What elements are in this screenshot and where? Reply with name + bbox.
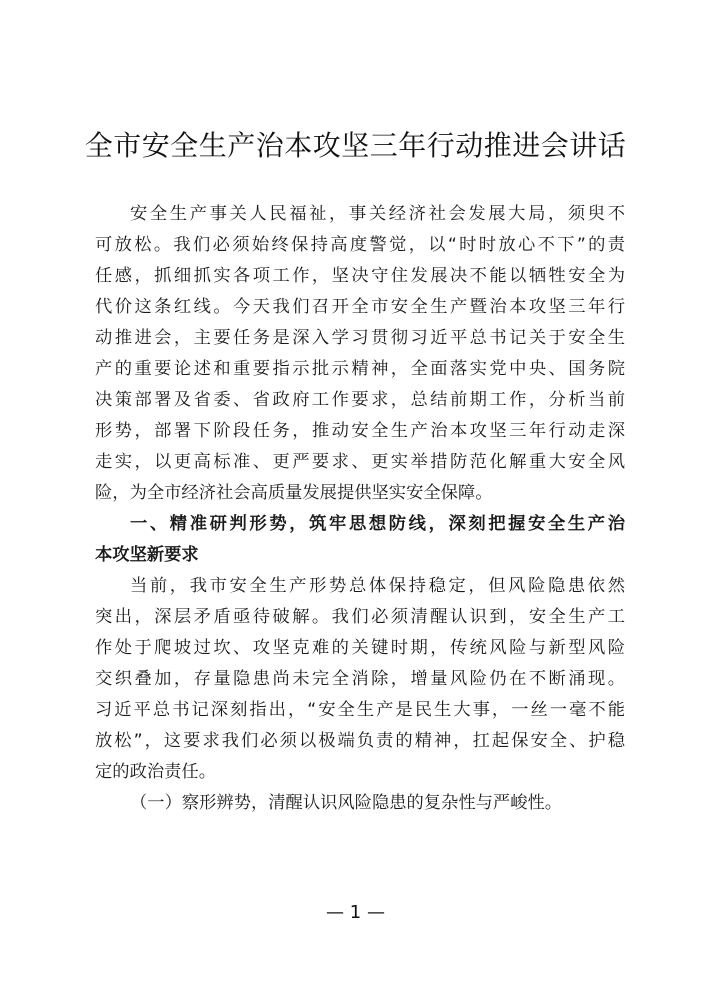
- section-heading-line-1: 一、精准研判形势，筑牢思想防线，深刻把握安全生产治: [130, 514, 625, 534]
- paragraph-2-line-3: 作处于爬坡过坎、攻坚克难的关键时期，传统风险与新型风险: [95, 638, 625, 658]
- document-title: 全市安全生产治本攻坚三年行动推进会讲话: [84, 129, 627, 162]
- paragraph-2-line-2: 突出，深层矛盾亟待破解。我们必须清醒认识到，安全生产工: [95, 607, 625, 627]
- paragraph-1-line-8: 形势，部署下阶段任务，推动安全生产治本攻坚三年行动走深: [95, 421, 625, 441]
- paragraph-2-line-7: 定的政治责任。: [95, 762, 216, 782]
- section-heading-line-2: 本攻坚新要求: [95, 545, 199, 565]
- subheading-line: （一）察形辨势，清醒认识风险隐患的复杂性与严峻性。: [130, 793, 563, 813]
- paragraph-1-line-5: 动推进会，主要任务是深入学习贯彻习近平总书记关于安全生: [95, 328, 625, 348]
- paragraph-1-line-2: 可放松。我们必须始终保持高度警觉，以“时时放心不下”的责: [95, 235, 625, 255]
- paragraph-1-line-7: 决策部署及省委、省政府工作要求，总结前期工作，分析当前: [95, 390, 625, 410]
- paragraph-1-line-9: 走实，以更高标准、更严要求、更实举措防范化解重大安全风: [95, 452, 625, 472]
- paragraph-1-line-3: 任感，抓细抓实各项工作，坚决守住发展决不能以牺牲安全为: [95, 266, 625, 286]
- paragraph-1-line-4: 代价这条红线。今天我们召开全市安全生产暨治本攻坚三年行: [95, 297, 625, 317]
- paragraph-1-line-10: 险，为全市经济社会高质量发展提供坚实安全保障。: [95, 483, 493, 503]
- paragraph-1-line-6: 产的重要论述和重要指示批示精神，全面落实党中央、国务院: [95, 359, 625, 379]
- paragraph-2-line-5: 习近平总书记深刻指出，“安全生产是民生大事，一丝一毫不能: [95, 700, 625, 720]
- paragraph-2-line-1: 当前，我市安全生产形势总体保持稳定，但风险隐患依然: [130, 576, 625, 596]
- page-number: — 1 —: [326, 902, 385, 923]
- paragraph-2-line-4: 交织叠加，存量隐患尚未完全消除，增量风险仍在不断涌现。: [95, 669, 625, 689]
- paragraph-2-line-6: 放松”，这要求我们必须以极端负责的精神，扛起保安全、护稳: [95, 731, 625, 751]
- paragraph-1-line-1: 安全生产事关人民福祉，事关经济社会发展大局，须臾不: [130, 204, 625, 224]
